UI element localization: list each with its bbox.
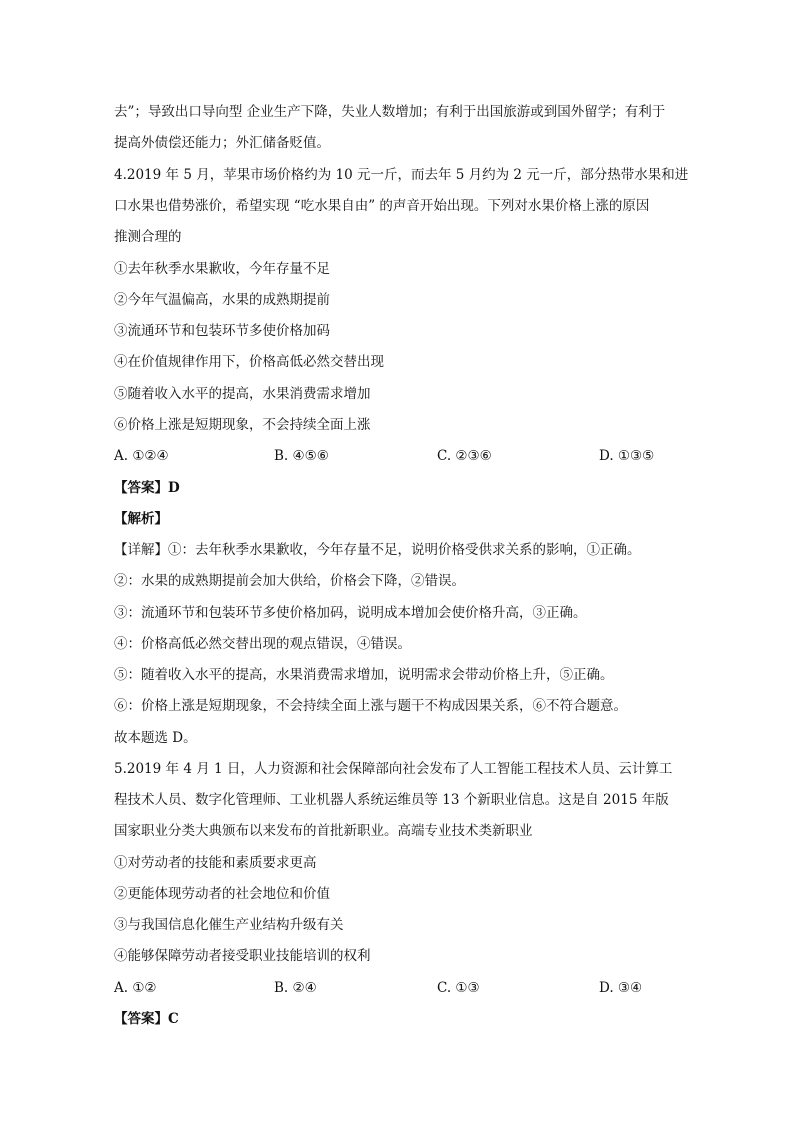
- detail-line: ④：价格高低必然交替出现的观点错误，④错误。: [114, 636, 411, 652]
- text-line: 去”；导致出口导向型 企业生产下降，失业人数增加；有利于出国旅游或到国外留学；有利于: [114, 104, 666, 120]
- option-d: D. ③④: [599, 980, 643, 996]
- detail-line: ③：流通环节和包装环节多使价格加码，说明成本增加会使价格升高，③正确。: [114, 605, 587, 621]
- option-b: B. ④⑤⑥: [274, 448, 329, 464]
- text-line: 提高外债偿还能力；外汇储备贬值。: [114, 135, 330, 151]
- statement-4: ④能够保障劳动者接受职业技能培训的权利: [114, 948, 371, 964]
- answer-label: 【答案】D: [114, 480, 180, 496]
- question-5-stem: 5.2019 年 4 月 1 日，人力资源和社会保障部向社会发布了人工智能工程技术人员、云计算工: [114, 761, 673, 777]
- statement-5: ⑤随着收入水平的提高，水果消费需求增加: [114, 386, 371, 402]
- option-b: B. ②④: [274, 980, 317, 996]
- statement-1: ①去年秋季水果歉收，今年存量不足: [114, 261, 330, 277]
- option-a: A. ①②: [114, 980, 157, 996]
- detail-line: ②：水果的成熟期提前会加大供给，价格会下降，②错误。: [114, 573, 465, 589]
- question-4-stem: 推测合理的: [114, 229, 182, 245]
- statement-1: ①对劳动者的技能和素质要求更高: [114, 855, 317, 871]
- question-5-stem: 国家职业分类大典颁布以来发布的首批新职业。高端专业技术类新职业: [114, 823, 533, 839]
- option-a: A. ①②④: [114, 448, 169, 464]
- detail-line: 【详解】①：去年秋季水果歉收，今年存量不足，说明价格受供求关系的影响，①正确。: [114, 542, 641, 558]
- option-c: C. ①③: [437, 980, 480, 996]
- statement-6: ⑥价格上涨是短期现象，不会持续全面上涨: [114, 417, 371, 433]
- option-c: C. ②③⑥: [437, 448, 492, 464]
- option-d: D. ①③⑤: [599, 448, 655, 464]
- question-4-stem: 4.2019 年 5 月，苹果市场价格约为 10 元一斤，而去年 5 月约为 2 元一斤，部分热带水果和进: [114, 167, 689, 183]
- detail-line: ⑤：随着收入水平的提高，水果消费需求增加，说明需求会带动价格上升，⑤正确。: [114, 667, 614, 683]
- statement-3: ③流通环节和包装环节多使价格加码: [114, 323, 330, 339]
- statement-2: ②更能体现劳动者的社会地位和价值: [114, 886, 330, 902]
- statement-3: ③与我国信息化催生产业结构升级有关: [114, 917, 344, 933]
- detail-conclusion: 故本题选 D。: [114, 730, 197, 746]
- statement-2: ②今年气温偏高，水果的成熟期提前: [114, 292, 330, 308]
- analysis-label: 【解析】: [114, 511, 168, 527]
- question-4-stem: 口水果也借势涨价，希望实现 “吃水果自由” 的声音开始出现。下列对水果价格上涨的原因: [114, 198, 650, 214]
- answer-label: 【答案】C: [114, 1011, 179, 1027]
- question-5-stem: 程技术人员、数字化管理师、工业机器人系统运维员等 13 个新职业信息。这是自 2015 年版: [114, 792, 669, 808]
- statement-4: ④在价值规律作用下，价格高低必然交替出现: [114, 354, 384, 370]
- detail-line: ⑥：价格上涨是短期现象，不会持续全面上涨与题干不构成因果关系，⑥不符合题意。: [114, 698, 627, 714]
